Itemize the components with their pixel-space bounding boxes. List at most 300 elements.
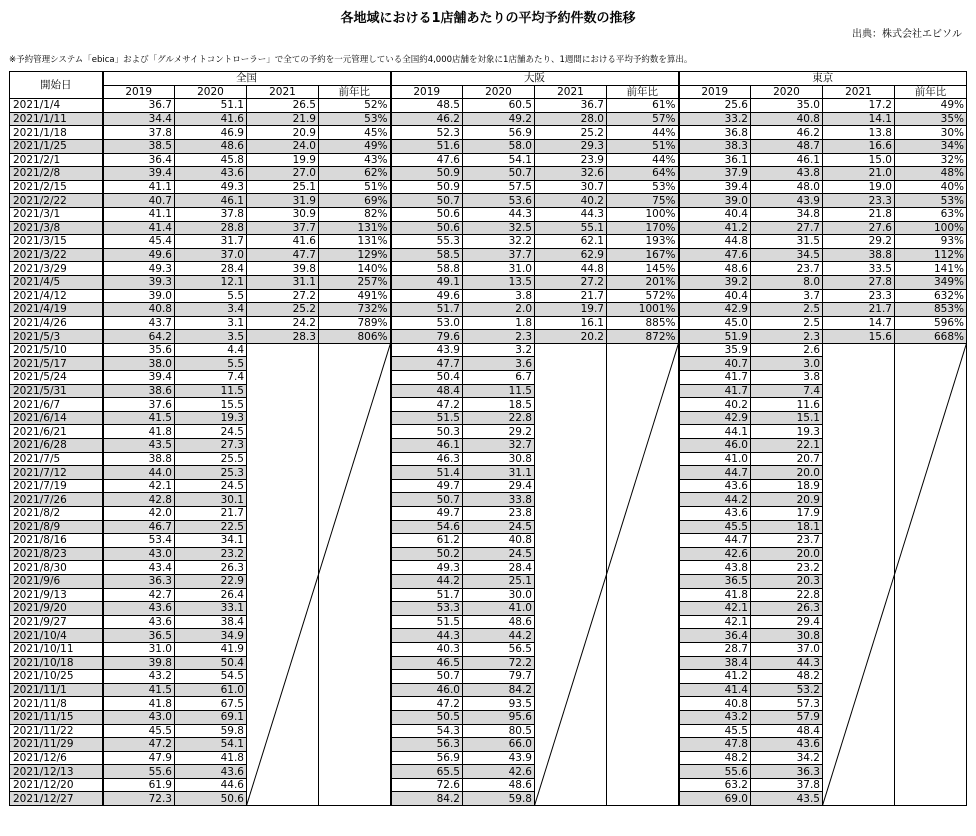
osaka-cell: 42.6	[463, 765, 535, 779]
tokyo-empty-cell	[895, 493, 967, 507]
osaka-cell: 36.7	[535, 99, 607, 113]
zenkoku-cell: 38.6	[103, 384, 175, 398]
tokyo-empty-cell	[823, 710, 895, 724]
zenkoku-cell: 43.2	[103, 670, 175, 684]
zenkoku-cell: 38.8	[103, 452, 175, 466]
tokyo-empty-cell	[823, 588, 895, 602]
osaka-empty-cell	[535, 602, 607, 616]
zenkoku-cell: 59.8	[175, 724, 247, 738]
zenkoku-cell: 30.1	[175, 493, 247, 507]
tokyo-cell: 3.8	[751, 371, 823, 385]
tokyo-cell: 45.0	[679, 316, 751, 330]
page-title: 各地域における1店舗あたりの平均予約件数の推移	[340, 11, 636, 26]
row-date: 2021/8/2	[10, 507, 103, 521]
zenkoku-empty-cell	[247, 683, 319, 697]
zenkoku-empty-cell	[319, 507, 391, 521]
table-row	[10, 194, 967, 208]
osaka-empty-cell	[535, 439, 607, 453]
osaka-cell: 51.5	[391, 615, 463, 629]
header-col-2020: 2020	[463, 85, 535, 99]
osaka-cell: 19.7	[535, 303, 607, 317]
osaka-empty-cell	[607, 615, 679, 629]
zenkoku-cell: 21.9	[247, 112, 319, 126]
zenkoku-cell: 43.0	[103, 710, 175, 724]
tokyo-empty-cell	[823, 561, 895, 575]
tokyo-cell: 40%	[895, 180, 967, 194]
tokyo-cell: 34.8	[751, 207, 823, 221]
osaka-empty-cell	[535, 765, 607, 779]
tokyo-cell: 34.5	[751, 248, 823, 262]
zenkoku-cell: 31.7	[175, 235, 247, 249]
tokyo-empty-cell	[823, 425, 895, 439]
zenkoku-cell: 36.3	[103, 574, 175, 588]
osaka-empty-cell	[607, 507, 679, 521]
osaka-cell: 80.5	[463, 724, 535, 738]
osaka-cell: 193%	[607, 235, 679, 249]
osaka-cell: 43.9	[391, 343, 463, 357]
zenkoku-empty-cell	[319, 520, 391, 534]
osaka-cell: 50.9	[391, 167, 463, 181]
tokyo-cell: 18.9	[751, 479, 823, 493]
osaka-cell: 46.1	[391, 439, 463, 453]
zenkoku-cell: 24.0	[247, 139, 319, 153]
zenkoku-cell: 54.5	[175, 670, 247, 684]
tokyo-empty-cell	[895, 452, 967, 466]
table-row	[10, 398, 967, 412]
osaka-empty-cell	[607, 398, 679, 412]
osaka-empty-cell	[535, 697, 607, 711]
zenkoku-cell: 36.5	[103, 629, 175, 643]
osaka-empty-cell	[535, 738, 607, 752]
osaka-empty-cell	[535, 371, 607, 385]
zenkoku-empty-cell	[247, 629, 319, 643]
header-start-date: 開始日	[10, 72, 103, 99]
row-date: 2021/9/6	[10, 574, 103, 588]
osaka-cell: 47.6	[391, 153, 463, 167]
osaka-cell: 46.5	[391, 656, 463, 670]
row-date: 2021/8/9	[10, 520, 103, 534]
tokyo-cell: 41.2	[679, 221, 751, 235]
osaka-cell: 58.5	[391, 248, 463, 262]
zenkoku-cell: 3.4	[175, 303, 247, 317]
tokyo-cell: 36.1	[679, 153, 751, 167]
osaka-empty-cell	[535, 398, 607, 412]
tokyo-cell: 16.6	[823, 139, 895, 153]
tokyo-cell: 23.2	[751, 561, 823, 575]
tokyo-cell: 57.9	[751, 710, 823, 724]
zenkoku-cell: 36.7	[103, 99, 175, 113]
zenkoku-cell: 26.5	[247, 99, 319, 113]
tokyo-cell: 33.5	[823, 262, 895, 276]
zenkoku-cell: 43%	[319, 153, 391, 167]
tokyo-empty-cell	[823, 683, 895, 697]
tokyo-cell: 44.7	[679, 466, 751, 480]
osaka-empty-cell	[607, 425, 679, 439]
zenkoku-cell: 43.6	[175, 167, 247, 181]
osaka-empty-cell	[607, 778, 679, 792]
zenkoku-empty-cell	[247, 357, 319, 371]
zenkoku-cell: 45.8	[175, 153, 247, 167]
tokyo-cell: 21.0	[823, 167, 895, 181]
osaka-cell: 44%	[607, 153, 679, 167]
osaka-empty-cell	[535, 507, 607, 521]
zenkoku-cell: 34.1	[175, 534, 247, 548]
zenkoku-cell: 38.4	[175, 615, 247, 629]
zenkoku-cell: 43.6	[103, 615, 175, 629]
tokyo-cell: 40.8	[679, 697, 751, 711]
table-row	[10, 153, 967, 167]
row-date: 2021/11/22	[10, 724, 103, 738]
table-row	[10, 778, 967, 792]
zenkoku-cell: 37.8	[175, 207, 247, 221]
zenkoku-cell: 39.8	[103, 656, 175, 670]
zenkoku-empty-cell	[247, 642, 319, 656]
zenkoku-cell: 140%	[319, 262, 391, 276]
zenkoku-cell: 27.0	[247, 167, 319, 181]
zenkoku-empty-cell	[319, 670, 391, 684]
row-date: 2021/11/29	[10, 738, 103, 752]
osaka-cell: 49.2	[463, 112, 535, 126]
osaka-cell: 49.7	[391, 507, 463, 521]
table-row	[10, 425, 967, 439]
tokyo-cell: 48.0	[751, 180, 823, 194]
osaka-cell: 53.3	[391, 602, 463, 616]
zenkoku-cell: 3.5	[175, 330, 247, 344]
osaka-cell: 6.7	[463, 371, 535, 385]
tokyo-empty-cell	[895, 507, 967, 521]
zenkoku-cell: 23.2	[175, 547, 247, 561]
tokyo-cell: 43.8	[751, 167, 823, 181]
tokyo-cell: 35%	[895, 112, 967, 126]
tokyo-cell: 27.6	[823, 221, 895, 235]
zenkoku-cell: 28.4	[175, 262, 247, 276]
methodology-note: ※予約管理システム「ebica」および「グルメサイトコントローラー」で全ての予約を一元管理している全国約4,000店舗を対象に1店舗あたり、1週間における平均予約数を算出。	[9, 55, 693, 65]
zenkoku-cell: 732%	[319, 303, 391, 317]
table-row	[10, 588, 967, 602]
zenkoku-empty-cell	[247, 439, 319, 453]
tokyo-empty-cell	[895, 602, 967, 616]
zenkoku-cell: 55.6	[103, 765, 175, 779]
tokyo-empty-cell	[823, 574, 895, 588]
zenkoku-empty-cell	[319, 629, 391, 643]
zenkoku-cell: 41.1	[103, 180, 175, 194]
zenkoku-cell: 43.7	[103, 316, 175, 330]
row-date: 2021/5/3	[10, 330, 103, 344]
tokyo-cell: 44.1	[679, 425, 751, 439]
osaka-empty-cell	[607, 683, 679, 697]
zenkoku-cell: 53.4	[103, 534, 175, 548]
zenkoku-cell: 72.3	[103, 792, 175, 806]
zenkoku-cell: 38.5	[103, 139, 175, 153]
zenkoku-empty-cell	[247, 520, 319, 534]
table-body	[10, 99, 967, 806]
tokyo-cell: 51.9	[679, 330, 751, 344]
osaka-cell: 50.9	[391, 180, 463, 194]
tokyo-empty-cell	[895, 425, 967, 439]
tokyo-cell: 14.1	[823, 112, 895, 126]
osaka-cell: 46.2	[391, 112, 463, 126]
osaka-cell: 43.9	[463, 751, 535, 765]
zenkoku-empty-cell	[247, 710, 319, 724]
zenkoku-cell: 69%	[319, 194, 391, 208]
osaka-cell: 16.1	[535, 316, 607, 330]
osaka-cell: 18.5	[463, 398, 535, 412]
osaka-empty-cell	[607, 439, 679, 453]
row-date: 2021/3/22	[10, 248, 103, 262]
osaka-cell: 49.3	[391, 561, 463, 575]
osaka-cell: 95.6	[463, 710, 535, 724]
row-date: 2021/10/18	[10, 656, 103, 670]
tokyo-cell: 57.3	[751, 697, 823, 711]
zenkoku-empty-cell	[319, 452, 391, 466]
tokyo-cell: 100%	[895, 221, 967, 235]
osaka-empty-cell	[607, 343, 679, 357]
osaka-cell: 52.3	[391, 126, 463, 140]
table-row	[10, 602, 967, 616]
osaka-empty-cell	[607, 520, 679, 534]
osaka-cell: 32.6	[535, 167, 607, 181]
zenkoku-empty-cell	[247, 493, 319, 507]
osaka-cell: 100%	[607, 207, 679, 221]
zenkoku-cell: 25.2	[247, 303, 319, 317]
tokyo-cell: 2.5	[751, 303, 823, 317]
row-date: 2021/3/15	[10, 235, 103, 249]
osaka-empty-cell	[535, 520, 607, 534]
tokyo-cell: 46.0	[679, 439, 751, 453]
osaka-cell: 44%	[607, 126, 679, 140]
osaka-cell: 2.3	[463, 330, 535, 344]
zenkoku-empty-cell	[319, 425, 391, 439]
tokyo-cell: 23.3	[823, 289, 895, 303]
osaka-cell: 44.3	[463, 207, 535, 221]
osaka-empty-cell	[607, 452, 679, 466]
osaka-cell: 32.2	[463, 235, 535, 249]
osaka-cell: 53.6	[463, 194, 535, 208]
tokyo-cell: 43.6	[751, 738, 823, 752]
osaka-cell: 24.5	[463, 547, 535, 561]
osaka-empty-cell	[535, 574, 607, 588]
row-date: 2021/5/10	[10, 343, 103, 357]
osaka-empty-cell	[535, 493, 607, 507]
osaka-empty-cell	[607, 561, 679, 575]
tokyo-empty-cell	[823, 629, 895, 643]
zenkoku-empty-cell	[319, 602, 391, 616]
zenkoku-cell: 43.0	[103, 547, 175, 561]
table-row	[10, 207, 967, 221]
table-row	[10, 371, 967, 385]
tokyo-empty-cell	[823, 371, 895, 385]
tokyo-empty-cell	[895, 670, 967, 684]
tokyo-empty-cell	[823, 507, 895, 521]
table-row	[10, 751, 967, 765]
row-date: 2021/6/21	[10, 425, 103, 439]
zenkoku-empty-cell	[319, 493, 391, 507]
zenkoku-cell: 41.5	[103, 683, 175, 697]
osaka-cell: 28.0	[535, 112, 607, 126]
table-row	[10, 357, 967, 371]
row-date: 2021/4/5	[10, 275, 103, 289]
table-row	[10, 439, 967, 453]
tokyo-cell: 48.7	[751, 139, 823, 153]
tokyo-cell: 31.5	[751, 235, 823, 249]
zenkoku-empty-cell	[319, 738, 391, 752]
osaka-empty-cell	[607, 710, 679, 724]
row-date: 2021/5/31	[10, 384, 103, 398]
zenkoku-cell: 41.4	[103, 221, 175, 235]
tokyo-cell: 20.7	[751, 452, 823, 466]
tokyo-cell: 17.2	[823, 99, 895, 113]
zenkoku-cell: 49.3	[175, 180, 247, 194]
zenkoku-empty-cell	[247, 656, 319, 670]
osaka-cell: 28.4	[463, 561, 535, 575]
row-date: 2021/1/25	[10, 139, 103, 153]
row-date: 2021/4/26	[10, 316, 103, 330]
row-date: 2021/9/20	[10, 602, 103, 616]
zenkoku-cell: 82%	[319, 207, 391, 221]
zenkoku-cell: 49.3	[103, 262, 175, 276]
tokyo-cell: 48.2	[679, 751, 751, 765]
tokyo-cell: 41.2	[679, 670, 751, 684]
osaka-empty-cell	[607, 765, 679, 779]
zenkoku-cell: 26.4	[175, 588, 247, 602]
zenkoku-cell: 5.5	[175, 357, 247, 371]
zenkoku-cell: 42.7	[103, 588, 175, 602]
table-row	[10, 99, 967, 113]
tokyo-empty-cell	[823, 493, 895, 507]
zenkoku-cell: 24.2	[247, 316, 319, 330]
header-region-zenkoku: 全国	[103, 72, 391, 86]
row-date: 2021/3/29	[10, 262, 103, 276]
tokyo-empty-cell	[895, 751, 967, 765]
osaka-cell: 65.5	[391, 765, 463, 779]
zenkoku-cell: 24.5	[175, 479, 247, 493]
osaka-cell: 29.3	[535, 139, 607, 153]
tokyo-cell: 44.3	[751, 656, 823, 670]
osaka-empty-cell	[607, 547, 679, 561]
tokyo-cell: 63.2	[679, 778, 751, 792]
zenkoku-cell: 789%	[319, 316, 391, 330]
zenkoku-cell: 51%	[319, 180, 391, 194]
osaka-cell: 25.2	[535, 126, 607, 140]
osaka-cell: 51.6	[391, 139, 463, 153]
zenkoku-cell: 43.6	[103, 602, 175, 616]
osaka-cell: 46.3	[391, 452, 463, 466]
tokyo-cell: 25.6	[679, 99, 751, 113]
tokyo-cell: 69.0	[679, 792, 751, 806]
tokyo-cell: 53.2	[751, 683, 823, 697]
osaka-cell: 54.6	[391, 520, 463, 534]
row-date: 2021/5/24	[10, 371, 103, 385]
osaka-cell: 44.2	[391, 574, 463, 588]
tokyo-cell: 22.8	[751, 588, 823, 602]
osaka-empty-cell	[607, 357, 679, 371]
header-col-2021: 2021	[823, 85, 895, 99]
osaka-cell: 79.7	[463, 670, 535, 684]
osaka-cell: 29.4	[463, 479, 535, 493]
osaka-empty-cell	[535, 710, 607, 724]
tokyo-empty-cell	[895, 683, 967, 697]
zenkoku-cell: 24.5	[175, 425, 247, 439]
table-row	[10, 534, 967, 548]
tokyo-empty-cell	[823, 357, 895, 371]
zenkoku-cell: 51.1	[175, 99, 247, 113]
osaka-empty-cell	[607, 534, 679, 548]
osaka-cell: 54.1	[463, 153, 535, 167]
tokyo-empty-cell	[823, 520, 895, 534]
osaka-cell: 23.9	[535, 153, 607, 167]
tokyo-empty-cell	[895, 561, 967, 575]
row-date: 2021/8/30	[10, 561, 103, 575]
osaka-cell: 33.8	[463, 493, 535, 507]
osaka-empty-cell	[535, 629, 607, 643]
table-row	[10, 520, 967, 534]
zenkoku-cell: 46.1	[175, 194, 247, 208]
row-date: 2021/7/19	[10, 479, 103, 493]
osaka-empty-cell	[607, 792, 679, 806]
zenkoku-cell: 37.0	[175, 248, 247, 262]
zenkoku-empty-cell	[247, 507, 319, 521]
zenkoku-empty-cell	[319, 357, 391, 371]
zenkoku-cell: 38.0	[103, 357, 175, 371]
tokyo-cell: 43.8	[679, 561, 751, 575]
tokyo-empty-cell	[895, 738, 967, 752]
table-row	[10, 452, 967, 466]
row-date: 2021/12/13	[10, 765, 103, 779]
zenkoku-empty-cell	[247, 561, 319, 575]
zenkoku-cell: 41.6	[247, 235, 319, 249]
osaka-cell: 40.3	[391, 642, 463, 656]
source-credit: 出典：株式会社エビソル	[852, 29, 962, 40]
osaka-cell: 47.2	[391, 697, 463, 711]
tokyo-empty-cell	[823, 738, 895, 752]
row-date: 2021/6/28	[10, 439, 103, 453]
osaka-cell: 55.1	[535, 221, 607, 235]
reservation-table	[9, 71, 967, 806]
header-row-columns	[10, 85, 967, 99]
osaka-cell: 50.6	[391, 207, 463, 221]
osaka-cell: 53%	[607, 180, 679, 194]
osaka-cell: 48.5	[391, 99, 463, 113]
osaka-cell: 50.4	[391, 371, 463, 385]
header-col-yoy: 前年比	[895, 85, 967, 99]
tokyo-cell: 55.6	[679, 765, 751, 779]
tokyo-cell: 668%	[895, 330, 967, 344]
osaka-empty-cell	[607, 493, 679, 507]
zenkoku-cell: 44.6	[175, 778, 247, 792]
tokyo-cell: 47.8	[679, 738, 751, 752]
tokyo-cell: 141%	[895, 262, 967, 276]
zenkoku-empty-cell	[319, 765, 391, 779]
osaka-cell: 25.1	[463, 574, 535, 588]
zenkoku-cell: 25.3	[175, 466, 247, 480]
zenkoku-empty-cell	[319, 751, 391, 765]
zenkoku-empty-cell	[319, 724, 391, 738]
zenkoku-empty-cell	[319, 343, 391, 357]
zenkoku-empty-cell	[247, 615, 319, 629]
osaka-cell: 44.2	[463, 629, 535, 643]
header-row-regions	[10, 72, 967, 86]
zenkoku-cell: 41.1	[103, 207, 175, 221]
tokyo-empty-cell	[895, 520, 967, 534]
zenkoku-empty-cell	[319, 479, 391, 493]
zenkoku-cell: 43.4	[103, 561, 175, 575]
table-row	[10, 248, 967, 262]
osaka-cell: 72.6	[391, 778, 463, 792]
zenkoku-cell: 39.3	[103, 275, 175, 289]
tokyo-cell: 21.8	[823, 207, 895, 221]
osaka-empty-cell	[535, 615, 607, 629]
tokyo-cell: 38.3	[679, 139, 751, 153]
